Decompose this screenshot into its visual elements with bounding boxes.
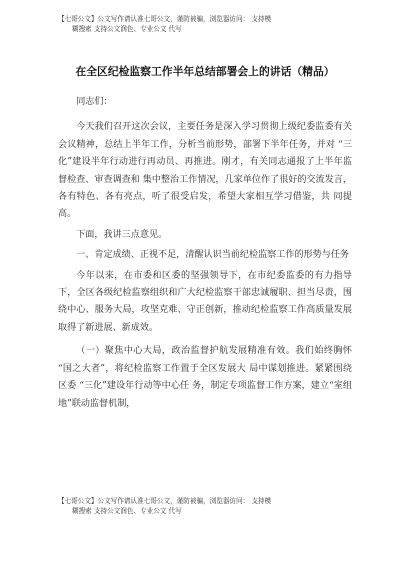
document-body <box>58 94 352 416</box>
salutation: 同志们： <box>76 97 113 107</box>
page-header-watermark <box>58 14 358 34</box>
paragraph-transition: 下面，我讲三点意见。 <box>76 229 168 240</box>
footer-line-1: 【七哥公文】公文写作请认准七哥公文，谨防被骗，浏览器访问： 支持模 <box>58 497 272 505</box>
document-title: 在全区纪检监察工作半年总结部署会上的讲话（精品） <box>75 65 335 78</box>
header-line-1: 【七哥公文】公文写作请认准七哥公文，谨防被骗，浏览器访问： 支持模 <box>58 15 272 23</box>
header-line-2: 糊搜索 支持公文润色、专业公文 代写 <box>72 25 182 33</box>
section-heading-1: 一、肯定成绩、正视不足，清醒认识当前纪检监察工作的形势与任务 <box>76 250 350 261</box>
subsection-1: （一）聚焦中心大局，政治监督护航发展精准有效。我们始终胸怀 “国之大者”，将纪检监察工作置于全区发展大 局中谋划推进。紧紧围绕区委 “三化”建设年行动等中心任 务，制定专项监督工作方案，建立“室组地”联动监督机制， <box>58 346 352 409</box>
paragraph-achievements: 今年以来，在市委和区委的坚强领导下，在市纪委监委的有力指导下，全区各级纪检监察组织和广大纪检监察干部忠诚履职、担当尽责，围绕中心、服务大局，攻坚克难、守正创新，推动纪检监察工作高质量发展取得了新进展、新成效。 <box>58 270 352 333</box>
paragraph-opening: 今天我们召开这次会议，主要任务是深入学习贯彻上级纪委监委有关会议精神，总结上半年工作，分析当前形势，部署下半年任务，并对 “三化”建设半年行动进行再动员、再推进。刚才，有关同志通报了上半年监督检查、审查调查和 集中整治工作情况，几家单位作了很好的交流发言，各有特色、各有亮点，听了很受启发，希望大家相互学习借鉴，共 同提高。 <box>58 122 352 220</box>
page-footer-watermark <box>58 496 358 516</box>
footer-line-2: 糊搜索 支持公文润色、专业公文 代写 <box>72 507 182 515</box>
